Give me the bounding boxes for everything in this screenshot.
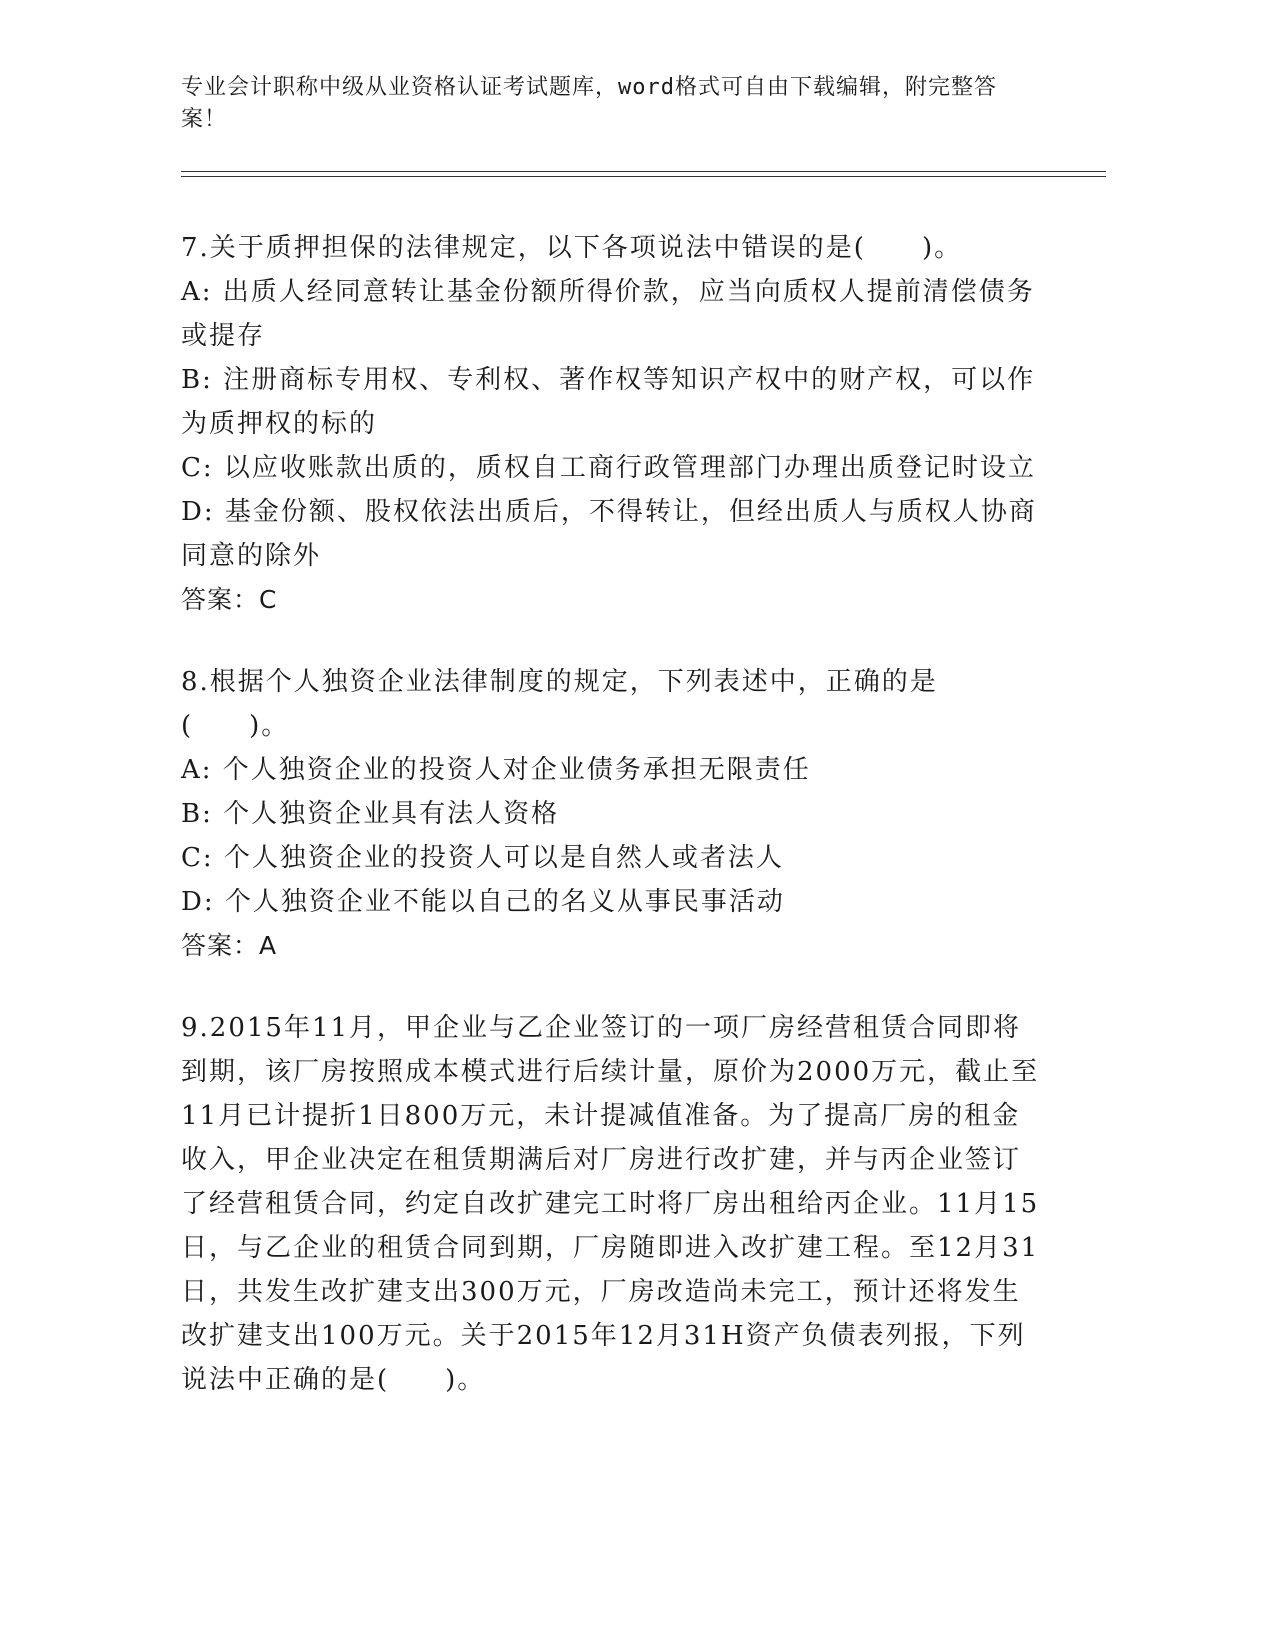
question-stem: 9.2015年11月，甲企业与乙企业签订的一项厂房经营租赁合同即将到期，该厂房按照成本模式进行后续计量，原价为2000万元，截止至11月已计提折1日800万元，未计提减值准备。为了提高厂房的租金收入，甲企业决定在租赁期满后对厂房进行改扩建，并与丙企业签订了经营租赁合同，约定自改扩建完工时将厂房出租给丙企业。11月15日，与乙企业的租赁合同到期，厂房随即进入改扩建工程。至12月31日，共发生改扩建支出300万元，厂房改造尚未完工，预计还将发生改扩建支出100万元。关于2015年12月31H资产负债表列报，下列说法中正确的是( )。: [181, 1013, 1040, 1395]
question-7: [181, 226, 1041, 622]
header-text: 专业会计职称中级从业资格认证考试题库，word格式可自由下载编辑，附完整答案！: [181, 75, 997, 132]
question-9: [181, 1006, 1041, 1402]
question-list: [181, 226, 1041, 1440]
header-divider-bottom: [181, 176, 1106, 177]
option-b: B: 个人独资企业具有法人资格: [181, 799, 560, 829]
option-a: A: 个人独资企业的投资人对企业债务承担无限责任: [181, 755, 811, 785]
question-stem: 8.根据个人独资企业法律制度的规定，下列表述中，正确的是( )。: [181, 667, 938, 741]
question-stem: 7.关于质押担保的法律规定，以下各项说法中错误的是( )。: [181, 233, 963, 263]
option-c: C: 个人独资企业的投资人可以是自然人或者法人: [181, 843, 784, 873]
option-d: D: 个人独资企业不能以自己的名义从事民事活动: [181, 887, 785, 917]
header-divider-top: [181, 171, 1106, 172]
answer-label: 答案：A: [181, 931, 278, 960]
question-8: [181, 660, 1041, 968]
option-a: A: 出质人经同意转让基金份额所得价款，应当向质权人提前清偿债务或提存: [181, 277, 1035, 351]
option-b: B: 注册商标专用权、专利权、著作权等知识产权中的财产权，可以作为质押权的标的: [181, 365, 1036, 439]
answer-label: 答案：C: [181, 585, 278, 614]
option-c: C: 以应收账款出质的，质权自工商行政管理部门办理出质登记时设立: [181, 453, 1036, 483]
option-d: D: 基金份额、股权依法出质后，不得转让，但经出质人与质权人协商同意的除外: [181, 497, 1037, 571]
